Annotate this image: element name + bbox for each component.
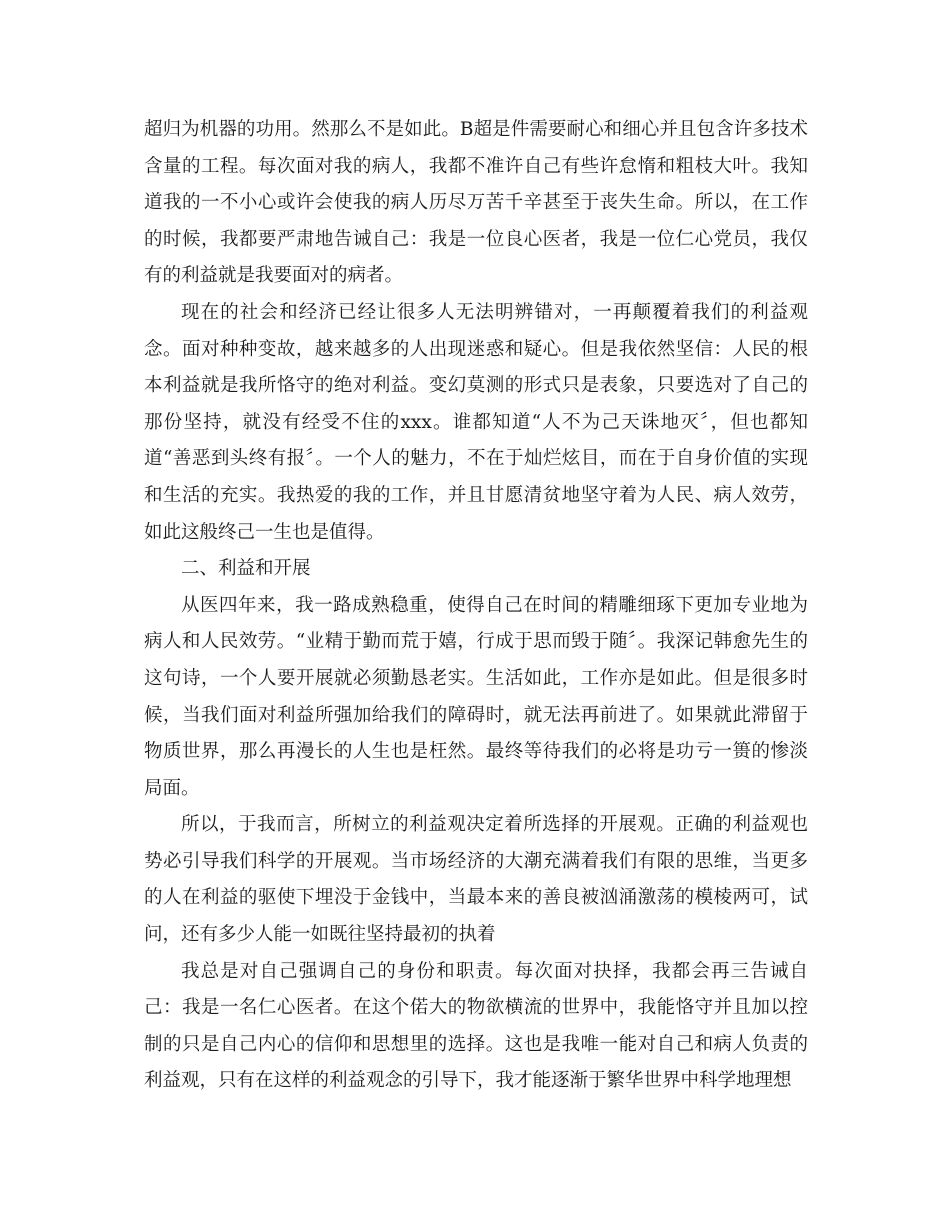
paragraph-4: 所以，于我而言，所树立的利益观决定着所选择的开展观。正确的利益观也势必引导我们科学的开展观。当市场经济的大潮充满着我们有限的思维，当更多的人在利益的驱使下埋没于金钱中，当最本来的善良被汹涌激荡的模棱两可，试问，还有多少人能一如既往坚持最初的执着 (144, 814, 808, 946)
paragraph-5: 我总是对自己强调自己的身份和职责。每次面对抉择，我都会再三告诫自己：我是一名仁心医者。在这个偌大的物欲横流的世界中，我能恪守并且加以控制的只是自己内心的信仰和思想里的选择。这也是我唯一能对自己和病人负责的利益观，只有在这样的利益观念的引导下，我才能逐渐于繁华世界中科学地理想 (144, 960, 808, 1092)
paragraph-1: 超归为机器的功用。然那么不是如此。B超是件需要耐心和细心并且包含许多技术含量的工程。每次面对我的病人，我都不准许自己有些许怠惰和粗枝大叶。我知道我的一不小心或许会使我的病人历尽万苦千辛甚至于丧失生命。所以，在工作的时候，我都要严肃地告诫自己：我是一位良心医者，我是一位仁心党员，我仅有的利益就是我要面对的病者。 (144, 119, 808, 287)
document-body (144, 112, 808, 1100)
section-heading: 二、利益和开展 (181, 558, 311, 580)
paragraph-2: 现在的社会和经济已经让很多人无法明辨错对，一再颠覆着我们的利益观念。面对种种变故，越来越多的人出现迷惑和疑心。但是我依然坚信：人民的根本利益就是我所恪守的绝对利益。变幻莫测的形式只是表象，只要选对了自己的那份坚持，就没有经受不住的xxx。谁都知道“人不为己天诛地灭〞，但也都知道“善恶到头终有报〞。一个人的魅力，不在于灿烂炫目，而在于自身价值的实现和生活的充实。我热爱的我的工作，并且甘愿清贫地坚守着为人民、病人效劳，如此这般终己一生也是值得。 (144, 301, 808, 543)
paragraph-3: 从医四年来，我一路成熟稳重，使得自己在时间的精雕细琢下更加专业地为病人和人民效劳。“业精于勤而荒于嬉，行成于思而毁于随〞。我深记韩愈先生的这句诗，一个人要开展就必须勤恳老实。生活如此，工作亦是如此。但是很多时候，当我们面对利益所强加给我们的障碍时，就无法再前进了。如果就此滞留于物质世界，那么再漫长的人生也是枉然。最终等待我们的必将是功亏一篑的惨淡局面。 (144, 594, 808, 799)
